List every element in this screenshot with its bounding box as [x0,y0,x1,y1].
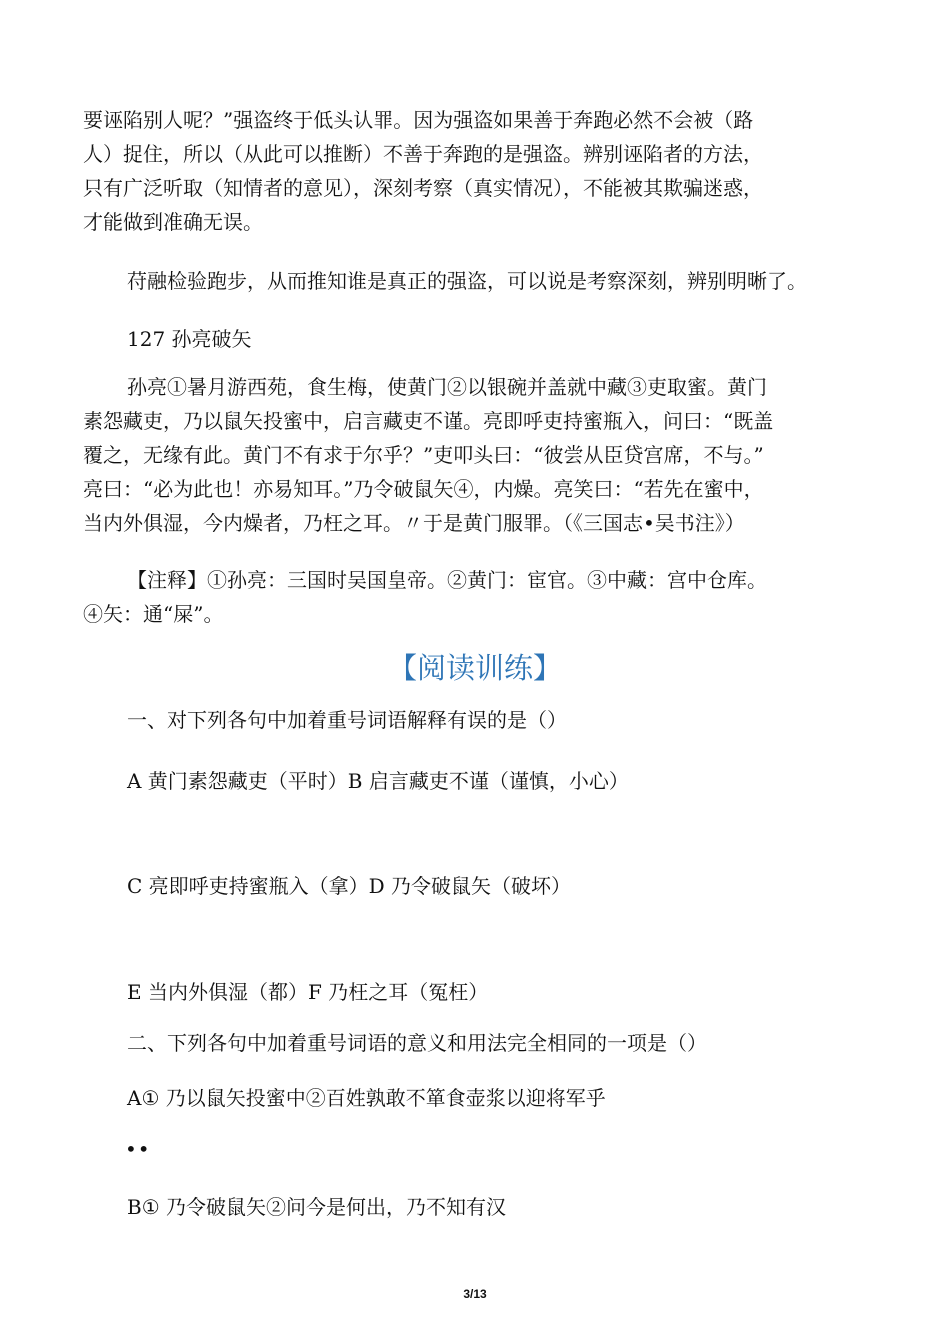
question-1-options-ef [83,975,883,1009]
story-title-text: 127 孙亮破矢 [127,327,252,351]
question-1-stem [83,703,883,737]
paragraph-comment [83,264,883,298]
paragraph-conclusion [83,103,883,239]
note-line: 【注释】①孙亮：三国时吴国皇帝。②黄门：宦官。③中藏：宫中仓库。 [127,568,767,592]
question-1-options-cd [83,869,883,903]
text-line: 才能做到准确无误。 [83,210,263,234]
option-text: A① 乃以鼠矢投蜜中②百姓孰敢不箪食壶浆以迎将军乎 [127,1086,606,1110]
option-text: E 当内外俱湿（都）F 乃枉之耳（冤枉） [127,980,489,1004]
text-line: 覆之，无缘有此。黄门不有求于尔乎？”吏叩头曰：“彼尝从臣贷宫席，不与。” [83,443,764,467]
story-text [83,370,883,540]
emphasis-dots: •• [125,1137,151,1161]
note-line: ④矢：通“屎”。 [83,602,224,626]
text-line: 人）捉住，所以（从此可以推断）不善于奔跑的是强盗。辨别诬陷者的方法， [83,142,763,166]
section-heading: 【阅读训练】 [387,651,562,685]
text-line: 苻融检验跑步，从而推知谁是真正的强盗，可以说是考察深刻，辨别明晰了。 [127,269,807,293]
notes [83,563,883,631]
text-line: 要诬陷别人呢？”强盗终于低头认罪。因为强盗如果善于奔跑必然不会被（路 [83,108,754,132]
question-2-stem [83,1026,883,1060]
text-line: 亮曰：“必为此也！亦易知耳。”乃令破鼠矢④，内燥。亮笑曰：“若先在蜜中， [83,477,764,501]
option-text: B① 乃令破鼠矢②问今是何出，乃不知有汉 [127,1195,506,1219]
question-2-option-a [83,1081,883,1115]
question-text: 一、对下列各句中加着重号词语解释有误的是（） [127,708,567,732]
question-1-options-ab [83,764,883,798]
question-2-option-b [83,1190,883,1224]
page-number: 3/13 [463,1287,487,1301]
story-title [83,322,883,356]
text-line: 素怨藏吏，乃以鼠矢投蜜中，启言藏吏不谨。亮即呼吏持蜜瓶入，问曰：“既盖 [83,409,774,433]
text-line: 只有广泛听取（知情者的意见），深刻考察（真实情况），不能被其欺骗迷惑， [83,176,763,200]
option-text: A 黄门素怨藏吏（平时）B 启言藏吏不谨（谨慎，小心） [127,769,629,793]
option-text: C 亮即呼吏持蜜瓶入（拿）D 乃令破鼠矢（破坏） [127,874,572,898]
text-line: 孙亮①暑月游西苑，食生梅，使黄门②以银碗并盖就中藏③吏取蜜。黄门 [127,375,767,399]
text-line: 当内外俱湿，今内燥者，乃枉之耳。〃于是黄门服罪。（《三国志•吴书注》） [83,511,745,535]
question-text: 二、下列各句中加着重号词语的意义和用法完全相同的一项是（） [127,1031,707,1055]
